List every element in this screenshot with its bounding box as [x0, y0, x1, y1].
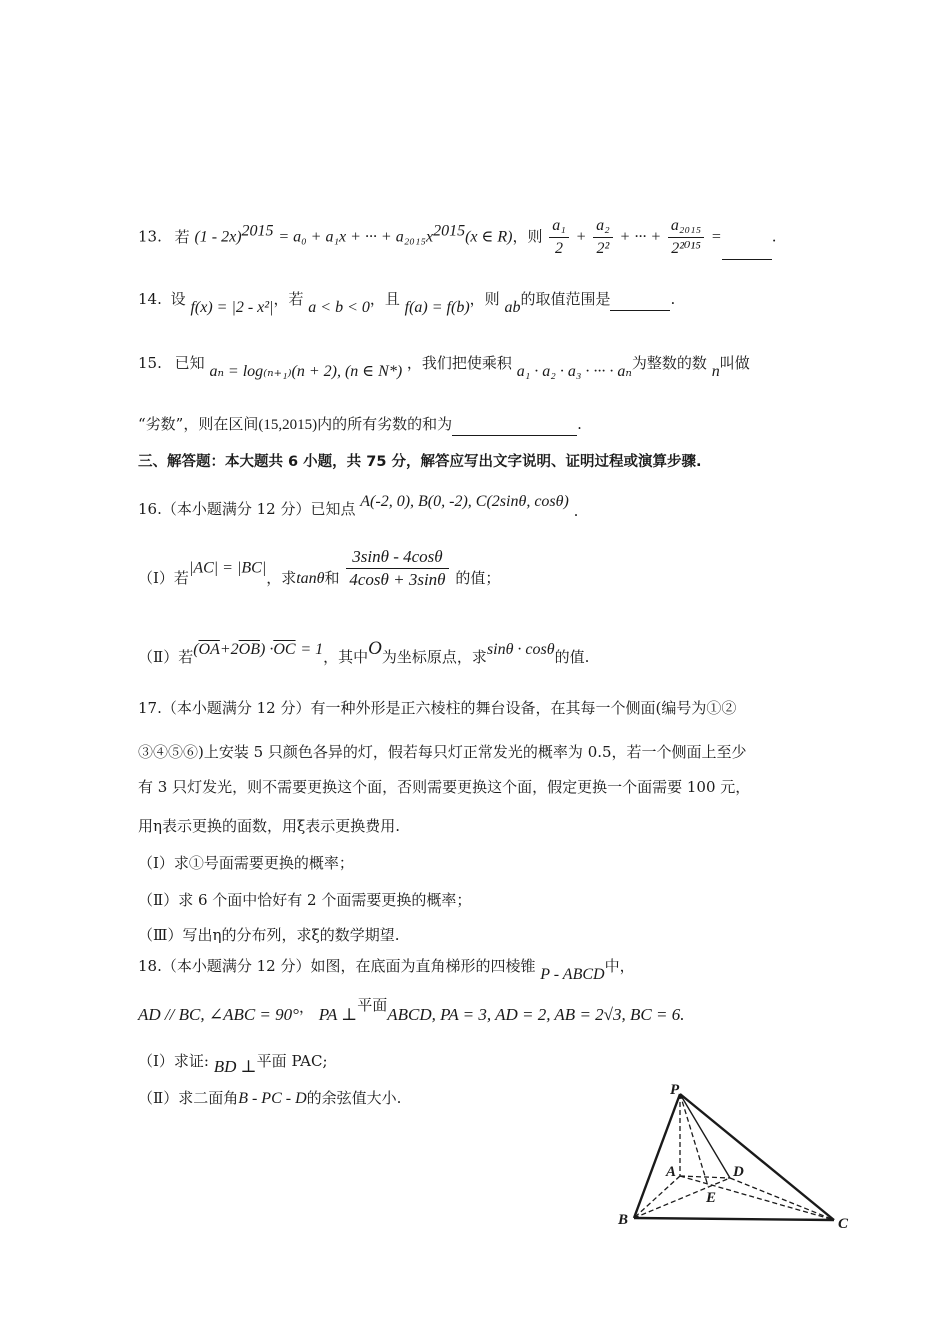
edge-pe — [680, 1094, 708, 1186]
question-17-part2: （Ⅱ）求 6 个面中恰好有 2 个面需要更换的概率； — [138, 891, 472, 909]
edge-pc — [680, 1094, 834, 1220]
fraction-a2015: $\frac{\text{a₂₀₁₅}}{\text{2²⁰¹⁵}}$ — [668, 215, 704, 260]
question-17-line3: 有 3 只灯发光，则不需要更换这个面，否则需要更换这个面，假定更换一个面需要 100 元， — [138, 778, 751, 796]
question-17-part1: （Ⅰ）求①号面需要更换的概率； — [138, 854, 354, 872]
question-18-part2: （Ⅱ）求二面角B - PC - D的余弦值大小. — [138, 1089, 402, 1107]
question-18-part1: （Ⅰ）求证: BD ⊥平面 PAC; — [138, 1052, 328, 1076]
edge-ac — [680, 1176, 834, 1220]
answer-blank — [610, 296, 670, 311]
label-p: P — [670, 1082, 680, 1098]
label-e: E — [706, 1190, 717, 1206]
section-3-heading: 三、解答题：本大题共 6 小题，共 75 分，解答应写出文字说明、证明过程或演算步骤. — [138, 454, 702, 470]
label-d: D — [733, 1164, 744, 1180]
pyramid-figure — [610, 1078, 860, 1238]
edge-pd — [680, 1094, 730, 1178]
question-16: 16.（本小题满分 12 分）已知点 A(-2, 0), B(0, -2), C(2sinθ, cosθ) . — [138, 493, 579, 520]
answer-blank — [722, 245, 772, 260]
answer-blank — [452, 421, 577, 436]
label-c: C — [838, 1216, 849, 1232]
edge-pb — [634, 1094, 680, 1218]
question-17-line1: 17.（本小题满分 12 分）有一种外形是正六棱柱的舞台设备，在其每一个侧面(编号为①② — [138, 699, 737, 717]
fraction-a2: $\frac{\text{a₂}}{\text{2²}}$ — [593, 215, 613, 260]
trig-fraction: $\frac{3\sin\theta - 4\cos\theta}{4\cos\theta + 3\sin\theta}$ — [346, 546, 448, 591]
question-13: 13. 若 (1 - 2x)$^{2015}$ = a₀ + a₁x + ··· + $a_{2015}x^{2015}(x$ ∈ R)，则 $\frac{\text{a₁}}{2}$ + $\frac{\text{a₂}}{\text{2²}}$ + ··· + $\frac{\text{a₂₀₁₅}}{\text{2²⁰¹⁵}}$ = . — [138, 215, 777, 260]
question-17-part3: （Ⅲ）写出η的分布列，求ξ的数学期望. — [138, 926, 400, 944]
question-16-part2: （Ⅱ）若$(\overline{OA}+2\overline{OB}) \cdot\overline{OC} = 1$，其中O为坐标原点，求sinθ · cosθ的值. — [138, 638, 590, 666]
edge-bc — [634, 1218, 834, 1220]
question-15: 15. 已知 aₙ = log₍ₙ₊₁₎(n + 2), (n ∈ N*) ，我们把使乘积 a₁ · a₂ · a₃ · ··· · aₙ为整数的数 n叫做 — [138, 354, 750, 380]
question-18-line2: AD // BC, ∠ABC = 90°， PA ⊥平面ABCD, PA = 3, AD = 2, AB = 2√3, BC = 6. — [138, 996, 685, 1024]
edge-dc — [730, 1178, 834, 1220]
label-b: B — [618, 1212, 629, 1228]
question-16-part1: （Ⅰ）若|AC| = |BC|，求tanθ和 $\frac{3\sin\theta - 4\cos\theta}{4\cos\theta + 3\sin\theta}$ 的值； — [138, 547, 501, 589]
question-14: 14. 设 f(x) = |2 - x²|，若 a < b < 0，且 f(a) = f(b)，则 ab的取值范围是 . — [138, 290, 676, 316]
question-15-line2: “劣数”，则在区间(15,2015)内的所有劣数的和为 . — [138, 413, 582, 436]
question-17-line2: ③④⑤⑥)上安装 5 只颜色各异的灯，假若每只灯正常发光的概率为 0.5，若一个侧面上至少 — [138, 743, 747, 761]
edge-ad — [680, 1176, 730, 1178]
label-a: A — [666, 1164, 677, 1180]
fraction-a1: $\frac{\text{a₁}}{2}$ — [549, 215, 569, 260]
question-17-line4: 用η表示更换的面数，用ξ表示更换费用. — [138, 817, 401, 835]
question-18-line1: 18.（本小题满分 12 分）如图，在底面为直角梯形的四棱锥 P - ABCD中， — [138, 957, 635, 983]
